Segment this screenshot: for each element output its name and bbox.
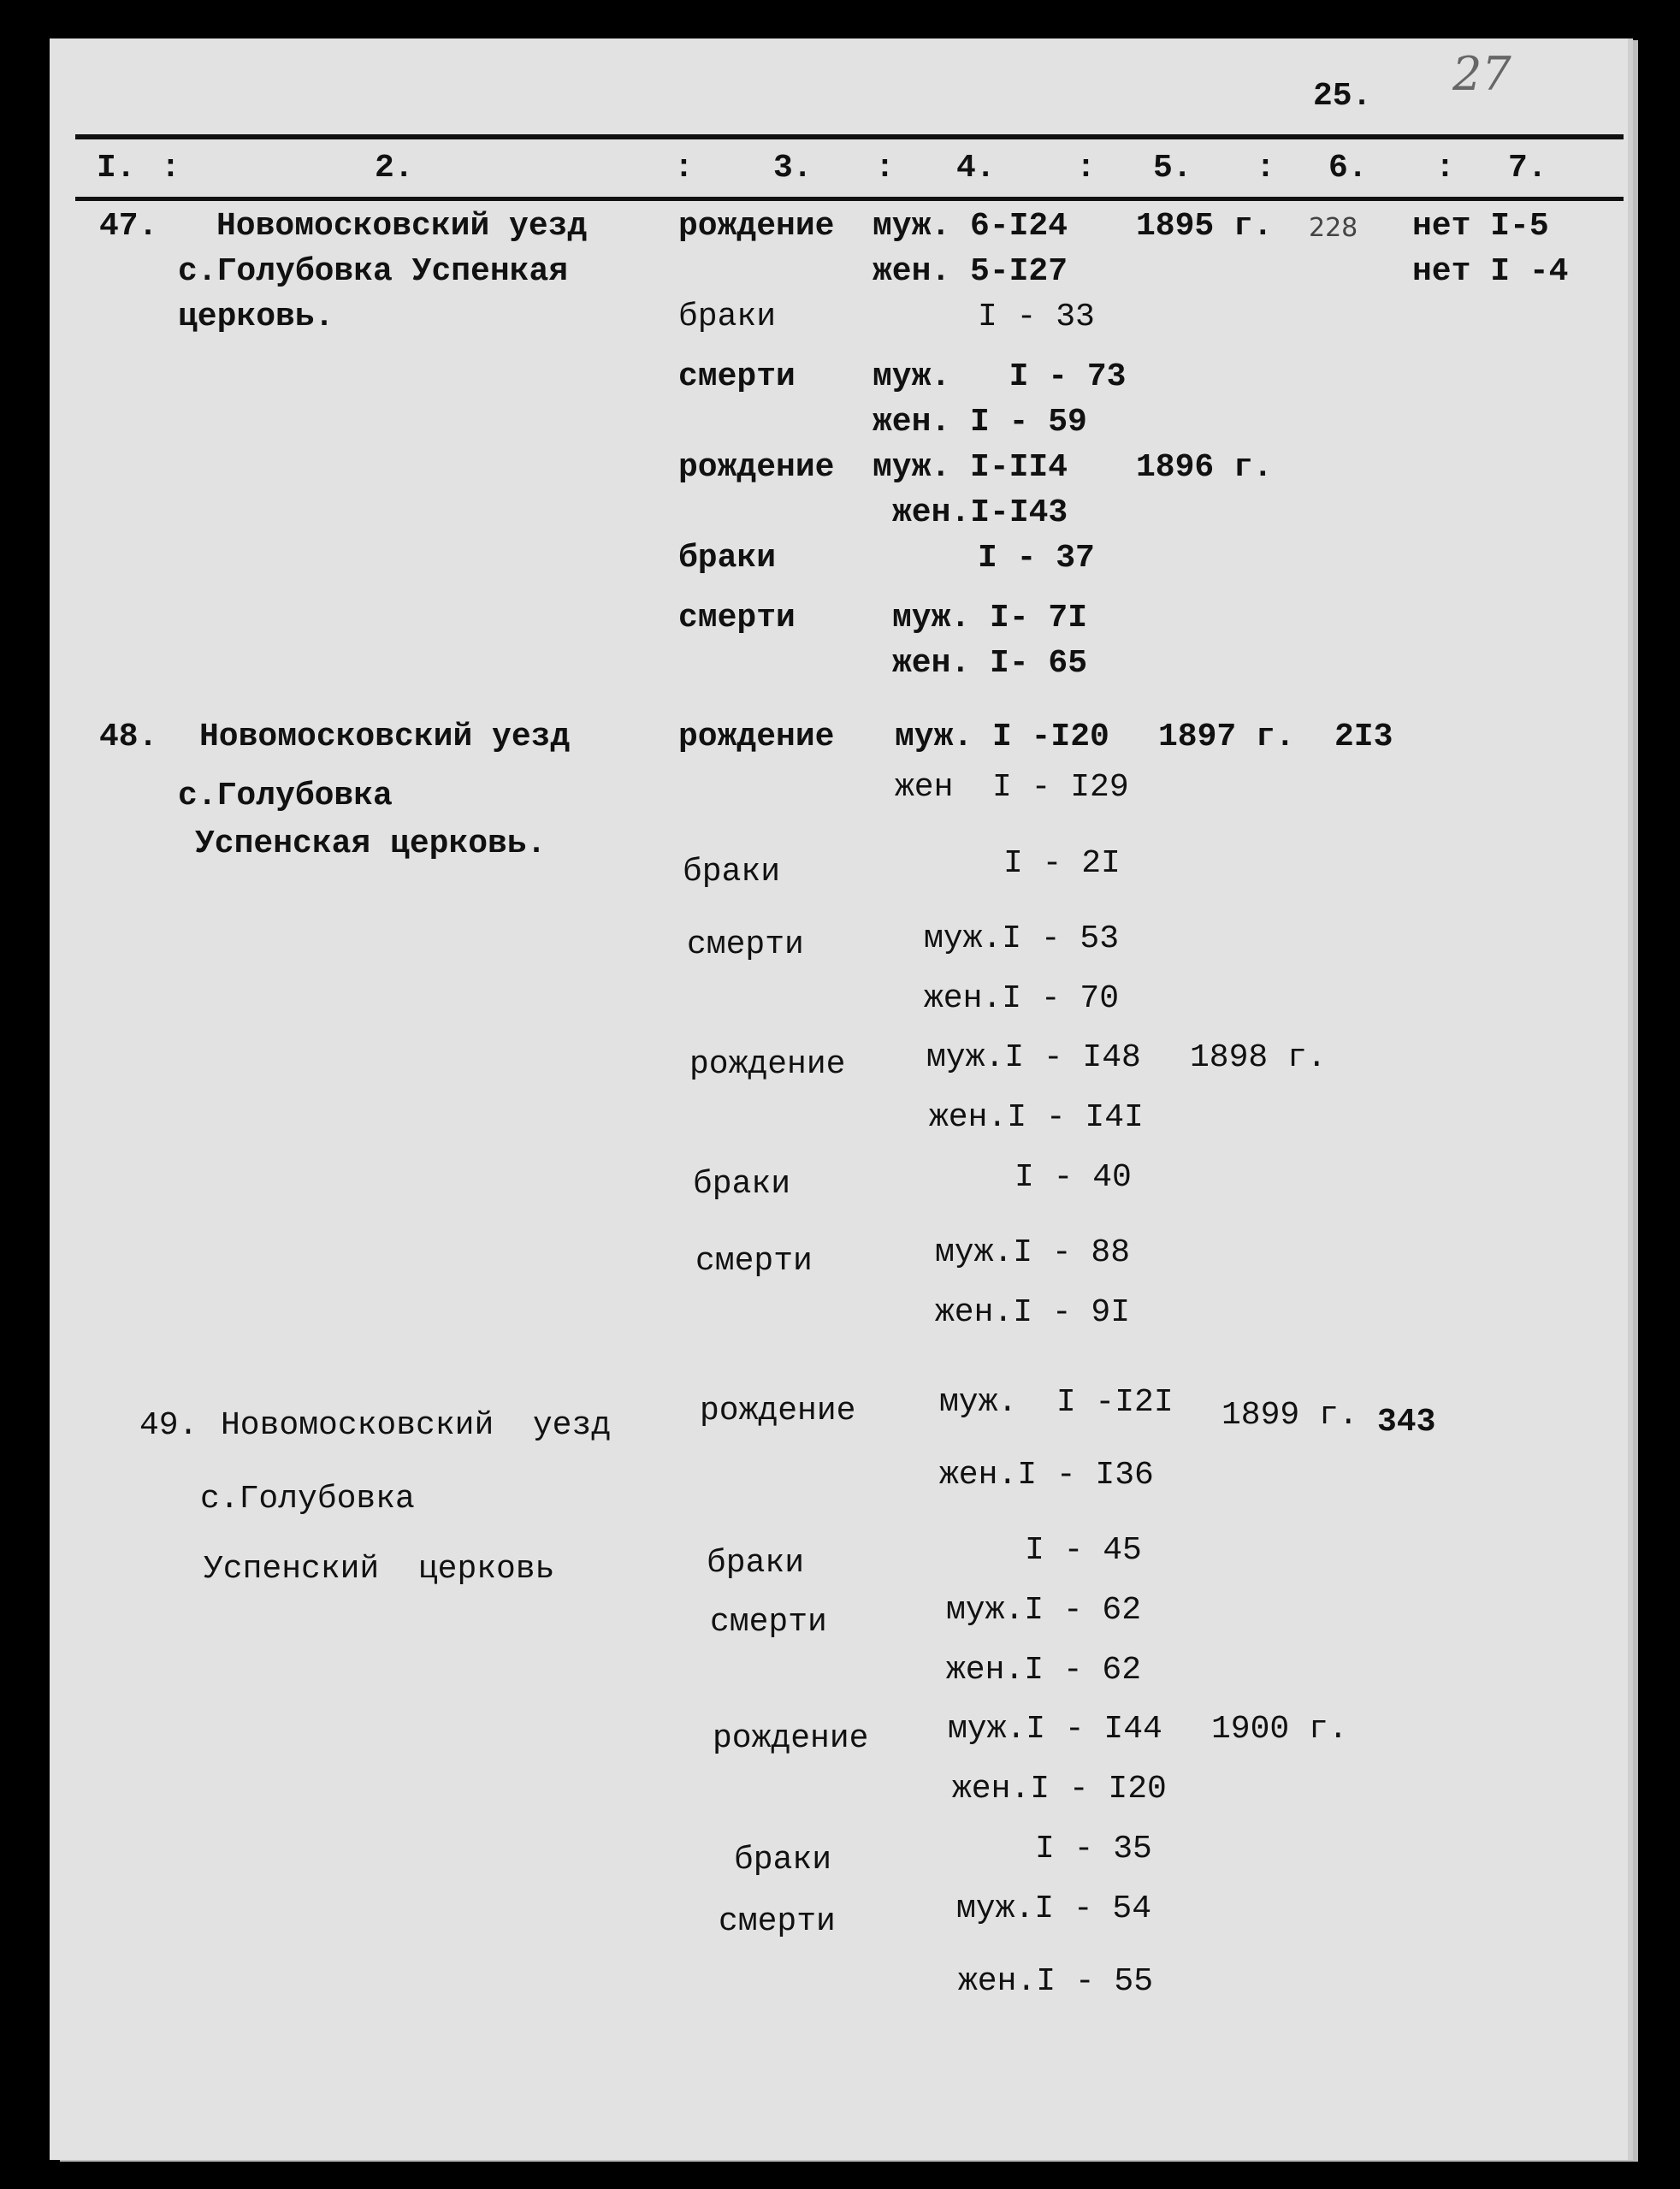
record-count: жен.I - 70 [924,980,1120,1017]
entry-place-line: Успенская церковь. [195,825,547,862]
col-separator: : [1076,150,1096,186]
record-type: смерти [695,1243,813,1280]
record-type: смерти [687,926,804,963]
col-separator: : [1256,150,1275,186]
record-count: I - 35 [1035,1831,1152,1867]
entry-place-line: Новомосковский уезд [221,1407,612,1444]
record-count: муж. I-II4 [873,449,1068,486]
record-type: рождение [689,1046,846,1083]
entry-place-line: с.Голубовка [178,778,393,814]
record-count: жен. 5-I27 [873,253,1068,290]
col-header-6: 6. [1328,150,1368,186]
record-count: муж.I - I44 [948,1711,1162,1748]
entry-number: 49. [139,1407,198,1444]
record-col7: нет I-5 [1412,208,1549,245]
record-count: I - 2I [1003,845,1121,882]
col-separator: : [161,150,180,186]
record-count: жен.I-I43 [892,494,1068,531]
record-count: жен.I - 55 [958,1963,1154,2000]
record-year: 1895 г. [1136,208,1273,245]
col-separator: : [674,150,694,186]
record-count: муж.I - I48 [926,1039,1141,1076]
page-number: 25. [1313,78,1372,115]
record-type: смерти [678,600,796,636]
record-year: 1899 г. [1222,1397,1358,1434]
header-top-rule [75,134,1624,139]
record-col6: 2I3 [1334,719,1393,755]
record-year: 1897 г. [1158,719,1295,755]
record-year: 1896 г. [1136,449,1273,486]
entry-number: 48. [99,719,158,755]
record-type: рождение [713,1720,869,1757]
record-count: муж.I - 54 [956,1890,1152,1927]
col-separator: : [875,150,895,186]
record-type: браки [683,854,781,890]
col-header-5: 5. [1153,150,1192,186]
stamp-number: 228 [1309,213,1358,243]
entry-number: 47. [99,208,158,245]
record-count: муж. I- 7I [892,600,1088,636]
record-count: I - 37 [978,540,1095,577]
record-count: жен. I - 59 [873,404,1087,441]
col-header-3: 3. [773,150,813,186]
record-type: браки [678,299,777,335]
record-count: жен.I - 9I [935,1294,1131,1331]
record-count: жен.I - 62 [946,1652,1142,1689]
record-count: жен.I - I4I [929,1099,1144,1136]
record-col6: 343 [1377,1404,1436,1441]
record-type: рождение [678,208,835,245]
entry-place-line: Новомосковский уезд [216,208,588,245]
record-type: смерти [678,358,796,395]
record-type: рождение [678,449,835,486]
record-count: муж. 6-I24 [873,208,1068,245]
col-separator: : [1435,150,1455,186]
entry-place-line: Новомосковский уезд [199,719,571,755]
entry-place-line: с.Голубовка [200,1481,415,1518]
record-year: 1898 г. [1190,1039,1327,1076]
entry-place-line: Успенский церковь [204,1551,555,1588]
record-count: жен. I- 65 [892,645,1088,682]
record-type: браки [707,1545,805,1582]
record-type: смерти [719,1903,836,1940]
entry-place-line: церковь. [178,299,334,335]
record-count: I - 40 [1015,1159,1132,1196]
entry-place-line: с.Голубовка Успенкая [178,253,569,290]
col-header-2: 2. [375,150,414,186]
record-count: муж. I -I20 [895,719,1109,755]
handwritten-page-number: 27 [1452,47,1511,101]
record-count: муж.I - 62 [946,1592,1142,1629]
header-bottom-rule [75,197,1624,201]
document-page [50,38,1628,2160]
record-year: 1900 г. [1211,1711,1348,1748]
record-type: браки [693,1166,791,1203]
col-header-4: 4. [956,150,996,186]
record-count: I - 33 [978,299,1095,335]
record-type: рождение [678,719,835,755]
record-type: рождение [700,1393,856,1429]
record-col7: нет I -4 [1412,253,1569,290]
record-count: I - 45 [1025,1532,1142,1569]
record-count: муж. I - 73 [873,358,1127,395]
record-count: муж. I -I2I [939,1384,1174,1421]
record-count: жен I - I29 [895,769,1129,806]
record-count: жен.I - I36 [939,1457,1154,1494]
col-header-1: I. [97,150,136,186]
record-count: жен.I - I20 [952,1771,1167,1807]
record-type: браки [678,540,777,577]
record-type: смерти [710,1604,827,1641]
col-header-7: 7. [1508,150,1547,186]
record-type: браки [734,1842,832,1878]
record-count: муж.I - 88 [935,1234,1131,1271]
record-count: муж.I - 53 [924,920,1120,957]
